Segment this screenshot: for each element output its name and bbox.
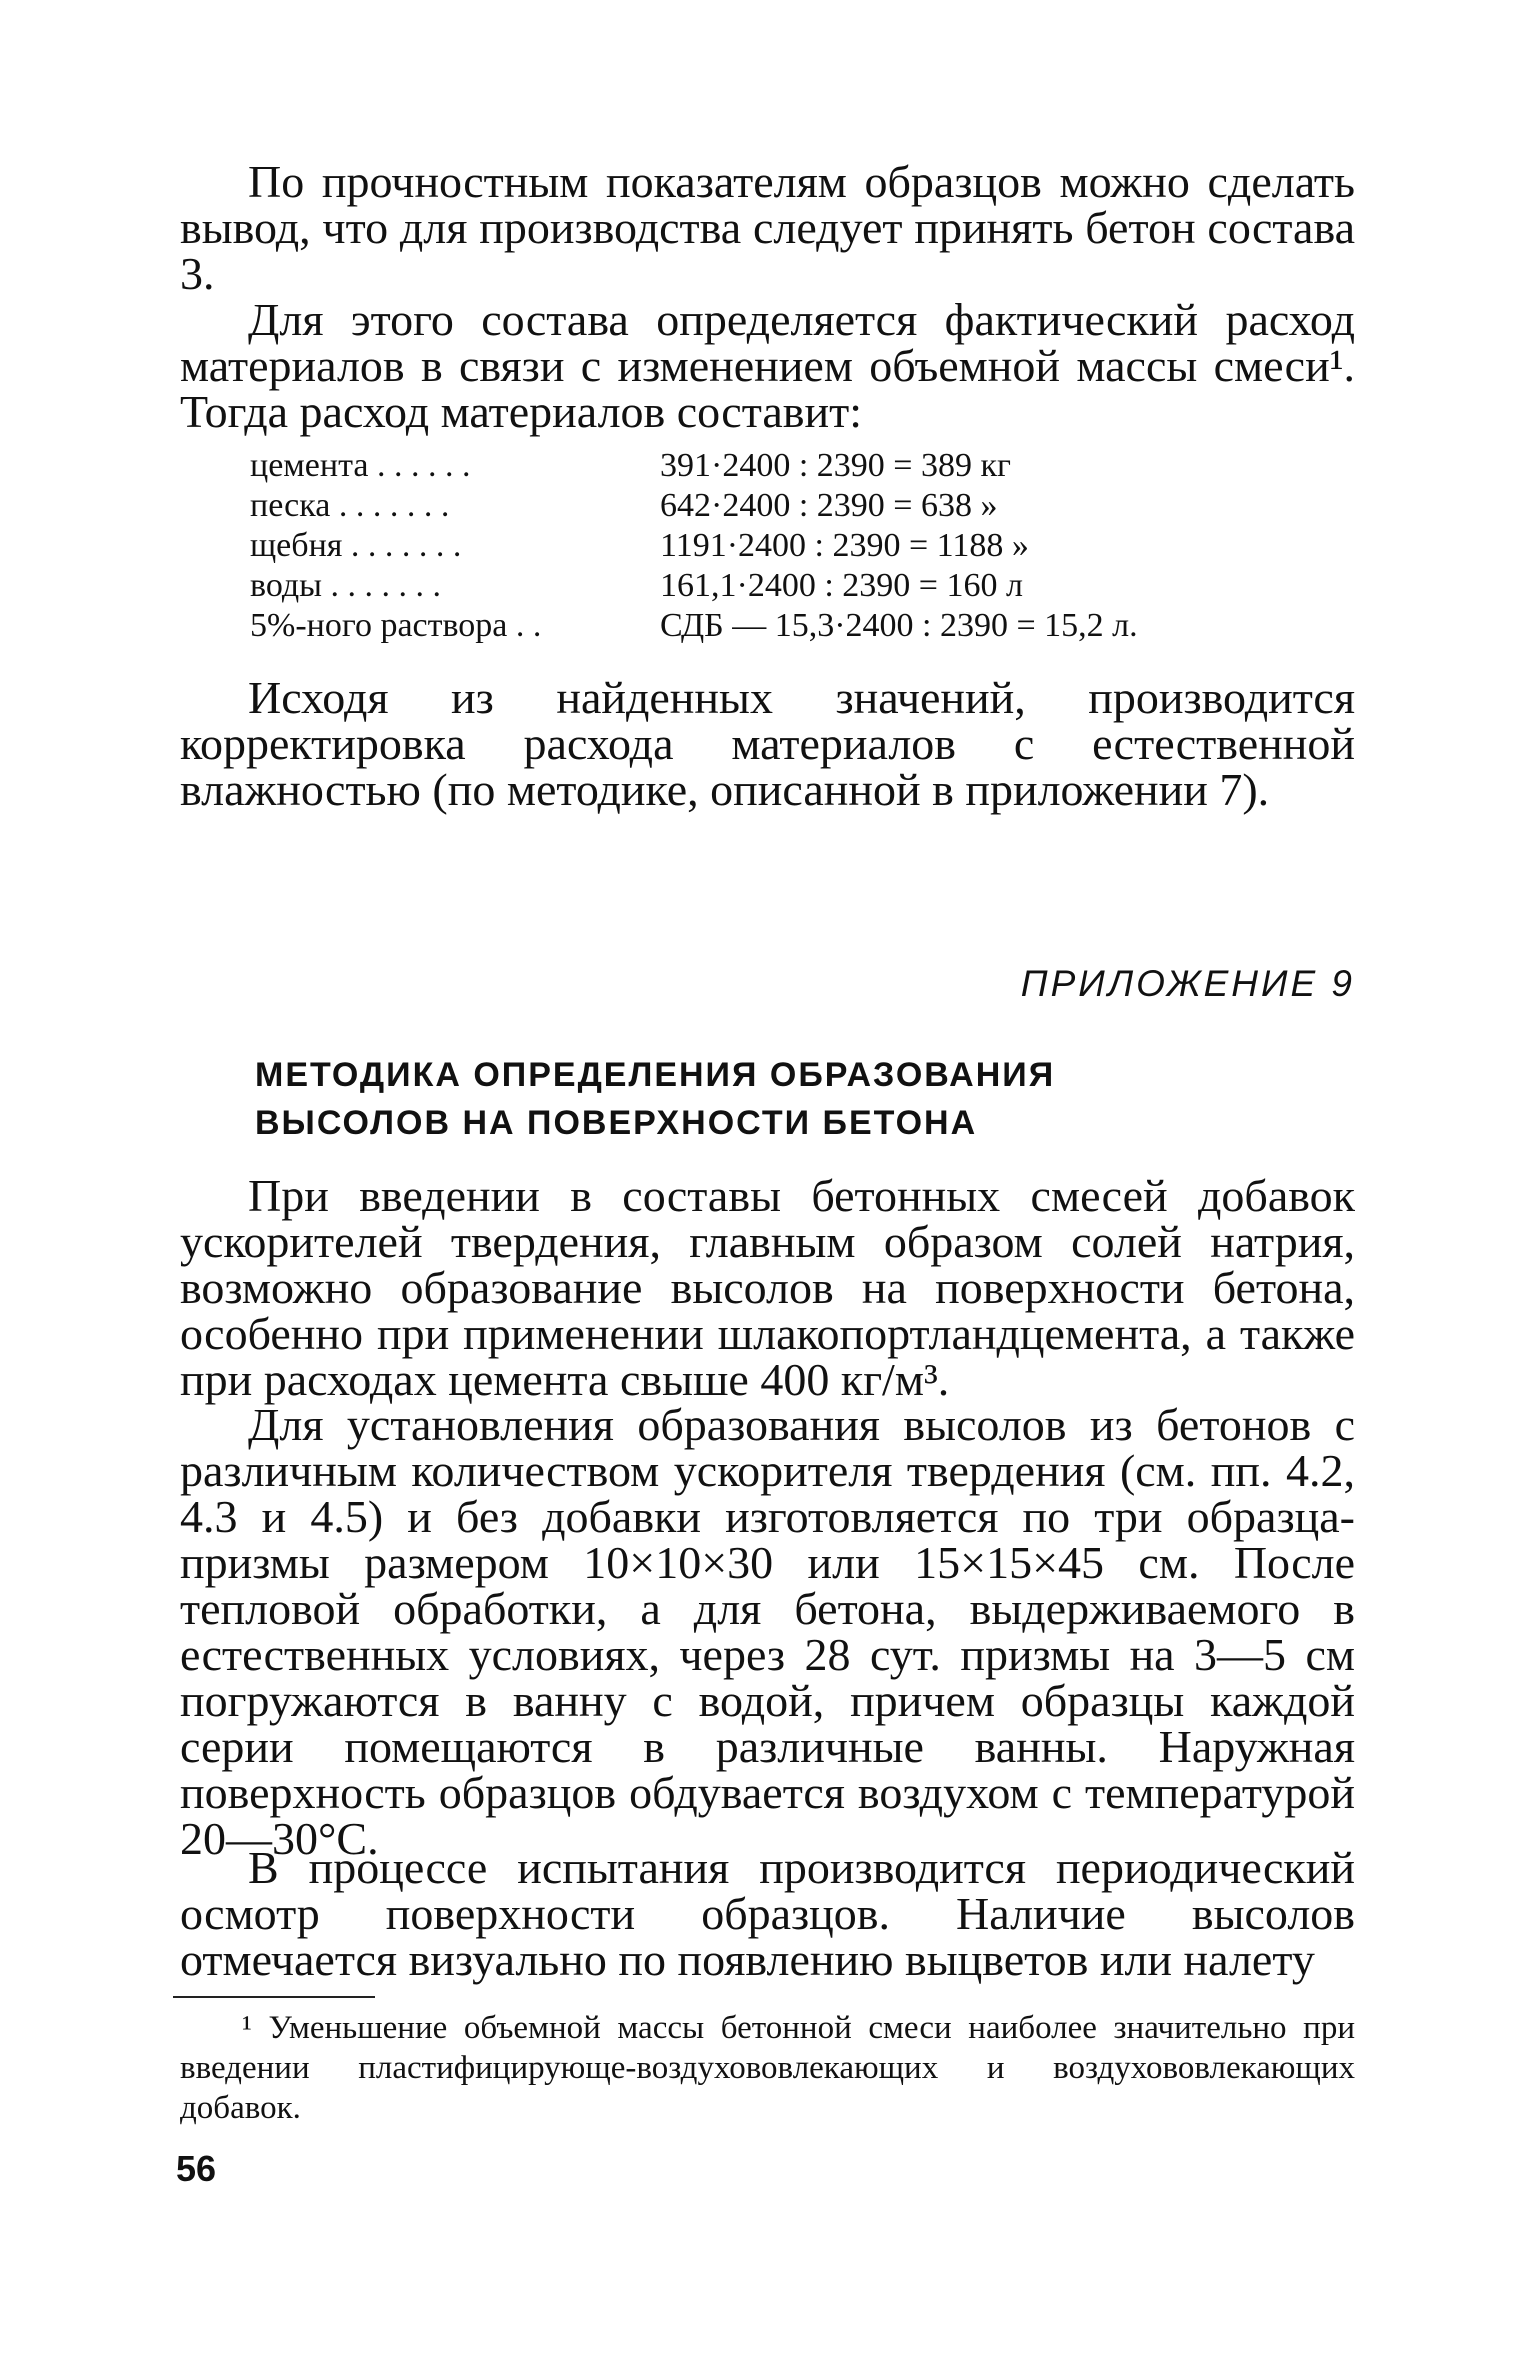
paragraph-correction: Исходя из найденных значений, производится корректировка расхода материалов с естественной влажностью (по методике, описанной в приложении 7). (180, 672, 1355, 815)
material-row (250, 446, 1300, 486)
material-value: 1191·2400 : 2390 = 1188 » (660, 527, 1029, 564)
material-value: СДБ — 15,3·2400 : 2390 = 15,2 л. (660, 607, 1138, 644)
material-value: 161,1·2400 : 2390 = 160 л (660, 567, 1023, 604)
material-row (250, 526, 1300, 566)
heading-line-2: ВЫСОЛОВ НА ПОВЕРХНОСТИ БЕТОНА (255, 1104, 978, 1142)
material-name: щебня . . . . . . . (250, 527, 462, 564)
paragraph-inspection: В процессе испытания производится периодический осмотр поверхности образцов. Наличие высолов отмечается визуально по появлению выцветов или налету (180, 1842, 1355, 1985)
material-name: песка . . . . . . . (250, 487, 450, 524)
paragraph-strength-conclusion: По прочностным показателям образцов можно сделать вывод, что для производства следует принять бетон состава 3. (180, 156, 1355, 299)
footnote-divider (173, 1996, 375, 1998)
material-row (250, 566, 1300, 606)
paragraph-efflorescence-intro: При введении в составы бетонных смесей добавок ускорителей твердения, главным образом солей натрия, возможно образование высолов на поверхности бетона, особенно при применении шлакопортландцемента, а также при расходах цемента свыше 400 кг/м³. (180, 1170, 1355, 1405)
material-value: 391·2400 : 2390 = 389 кг (660, 447, 1011, 484)
section-heading (255, 1051, 1255, 1147)
appendix-label: ПРИЛОЖЕНИЕ 9 (1020, 963, 1355, 1004)
material-name: цемента . . . . . . (250, 447, 471, 484)
paragraph-material-consumption: Для этого состава определяется фактический расход материалов в связи с изменением объемной массы смеси¹. Тогда расход материалов составит: (180, 294, 1355, 437)
material-row (250, 606, 1300, 646)
material-name: 5%-ного раствора . . (250, 607, 542, 644)
material-row (250, 486, 1300, 526)
paragraph-test-procedure: Для установления образования высолов из бетонов с различным количеством ускорителя твердения (см. пп. 4.2, 4.3 и 4.5) и без добавки изготовляется по три образца-призмы размером 10×10×30 или 15×15×45 см. После тепловой обработки, а для бетона, выдерживаемого в естественных условиях, через 28 сут. призмы на 3—5 см погружаются в ванну с водой, причем образцы каждой серии помещаются в различные ванны. Наружная поверхность образцов обдувается воздухом с температурой 20—30°С. (180, 1399, 1355, 1864)
material-name: воды . . . . . . . (250, 567, 441, 604)
heading-line-1: МЕТОДИКА ОПРЕДЕЛЕНИЯ ОБРАЗОВАНИЯ (255, 1056, 1056, 1094)
page-number: 56 (176, 2148, 217, 2189)
footnote: ¹ Уменьшение объемной массы бетонной смеси наиболее значительно при введении пластифицирующе-воздухововлекающих и воздухововлекающих добавок. (180, 2010, 1355, 2126)
materials-list (250, 446, 1300, 646)
material-value: 642·2400 : 2390 = 638 » (660, 487, 998, 524)
